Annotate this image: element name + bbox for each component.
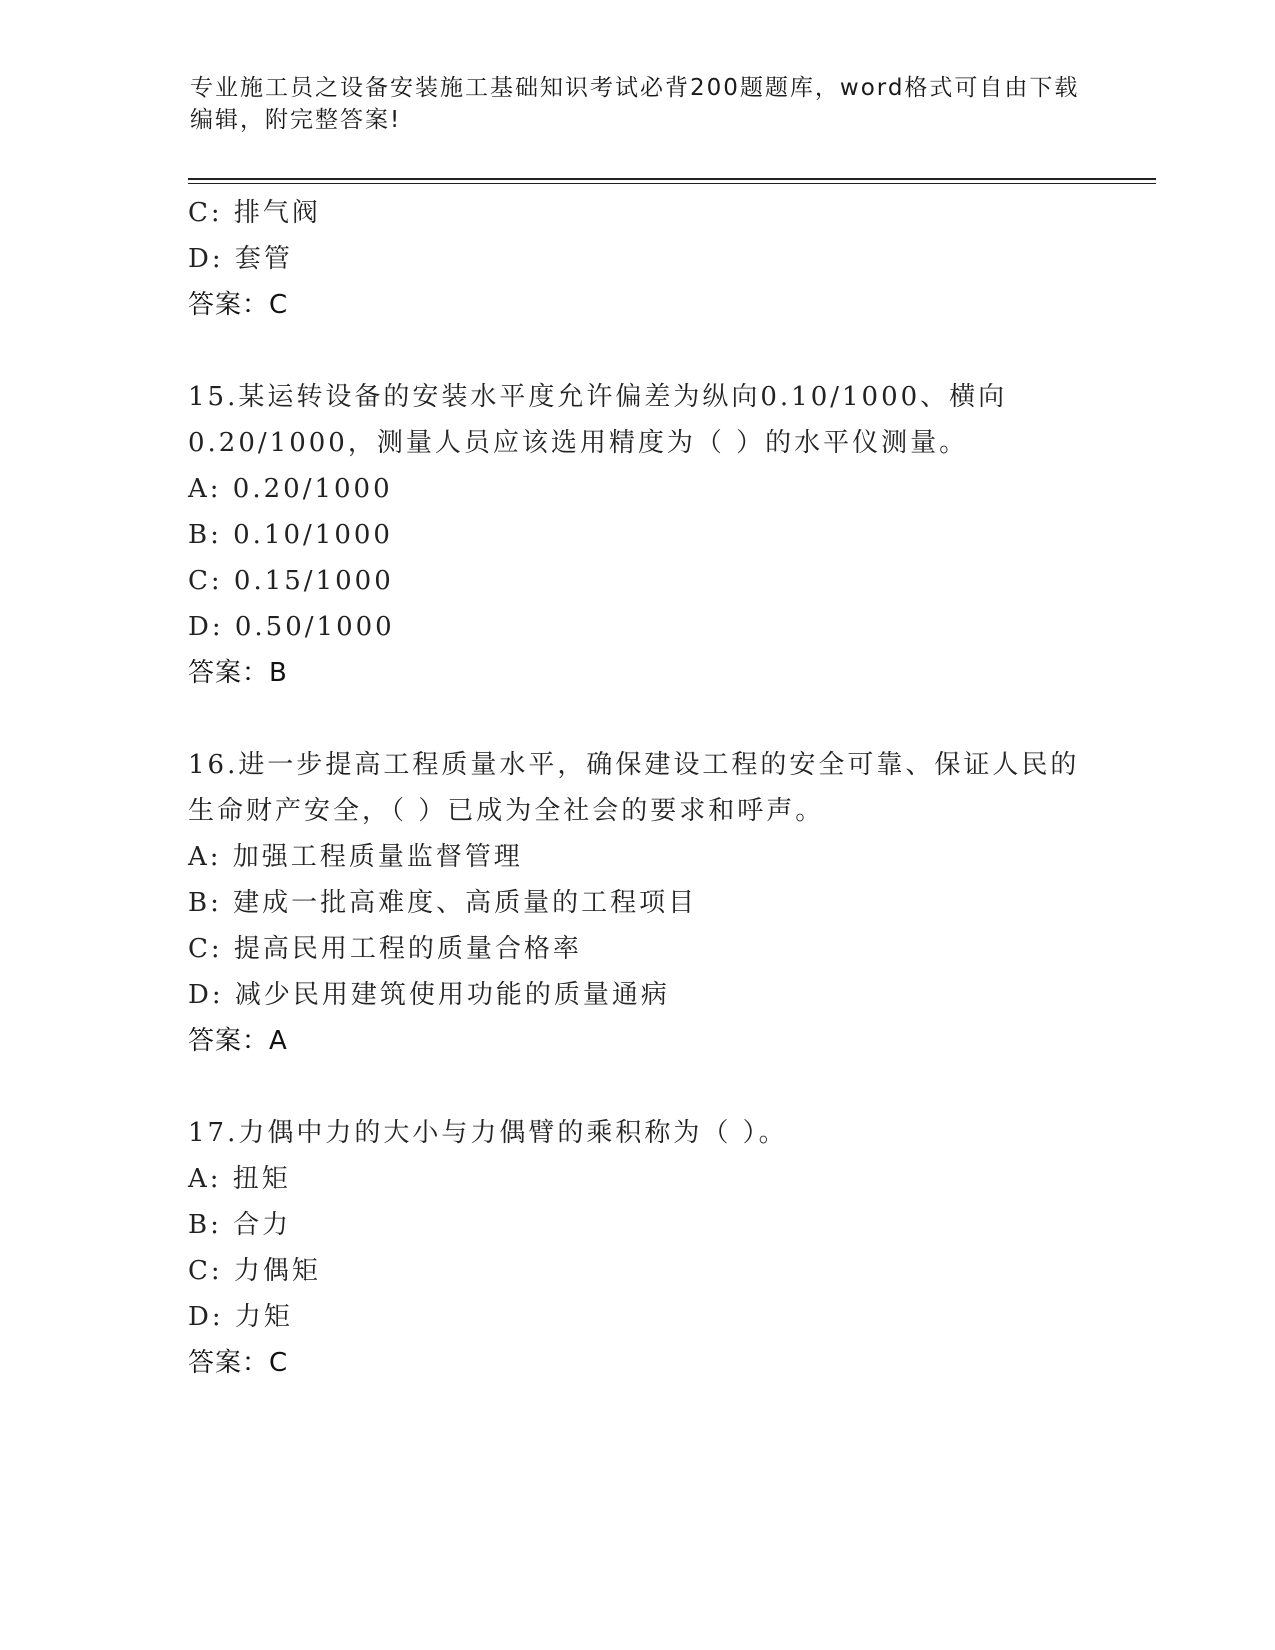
header-divider-thick bbox=[188, 178, 1156, 180]
question-text-line-1: 17.力偶中力的大小与力偶臂的乘积称为（ ）。 bbox=[188, 1118, 788, 1148]
question-15 bbox=[188, 374, 1088, 696]
question-spacer bbox=[188, 1064, 1088, 1110]
option-d: D: 减少民用建筑使用功能的质量通病 bbox=[188, 980, 670, 1010]
question-14-tail bbox=[188, 190, 1088, 328]
option-d: D: 0.50/1000 bbox=[188, 612, 395, 642]
document-header bbox=[190, 72, 1090, 136]
question-17 bbox=[188, 1110, 1088, 1386]
question-text-line-1: 15.某运转设备的安装水平度允许偏差为纵向0.10/1000、横向 bbox=[188, 382, 1008, 412]
option-d: D: 力矩 bbox=[188, 1302, 293, 1332]
question-16 bbox=[188, 742, 1088, 1064]
question-text-line-2: 生命财产安全，（ ）已成为全社会的要求和呼声。 bbox=[188, 796, 825, 826]
option-c: C: 0.15/1000 bbox=[188, 566, 394, 596]
option-a: A: 扭矩 bbox=[188, 1164, 291, 1194]
option-a: A: 加强工程质量监督管理 bbox=[188, 842, 523, 872]
question-spacer bbox=[188, 696, 1088, 742]
option-c: C: 排气阀 bbox=[188, 198, 321, 228]
answer-line: 答案：A bbox=[188, 1026, 288, 1056]
option-d: D: 套管 bbox=[188, 244, 293, 274]
header-line-2: 编辑，附完整答案! bbox=[190, 107, 402, 133]
option-b: B: 合力 bbox=[188, 1210, 292, 1240]
question-text-line-1: 16.进一步提高工程质量水平，确保建设工程的安全可靠、保证人民的 bbox=[188, 750, 1080, 780]
answer-line: 答案：B bbox=[188, 658, 288, 688]
option-b: B: 0.10/1000 bbox=[188, 520, 393, 550]
option-a: A: 0.20/1000 bbox=[188, 474, 393, 504]
question-spacer bbox=[188, 328, 1088, 374]
header-divider-thin bbox=[188, 183, 1156, 184]
answer-line: 答案：C bbox=[188, 290, 289, 320]
option-c: C: 力偶矩 bbox=[188, 1256, 321, 1286]
question-list bbox=[188, 190, 1088, 1386]
option-b: B: 建成一批高难度、高质量的工程项目 bbox=[188, 888, 698, 918]
question-text-line-2: 0.20/1000，测量人员应该选用精度为（ ）的水平仪测量。 bbox=[188, 428, 969, 458]
header-line-1: 专业施工员之设备安装施工基础知识考试必背200题题库，word格式可自由下载 bbox=[190, 75, 1080, 101]
answer-line: 答案：C bbox=[188, 1348, 289, 1378]
option-c: C: 提高民用工程的质量合格率 bbox=[188, 934, 582, 964]
